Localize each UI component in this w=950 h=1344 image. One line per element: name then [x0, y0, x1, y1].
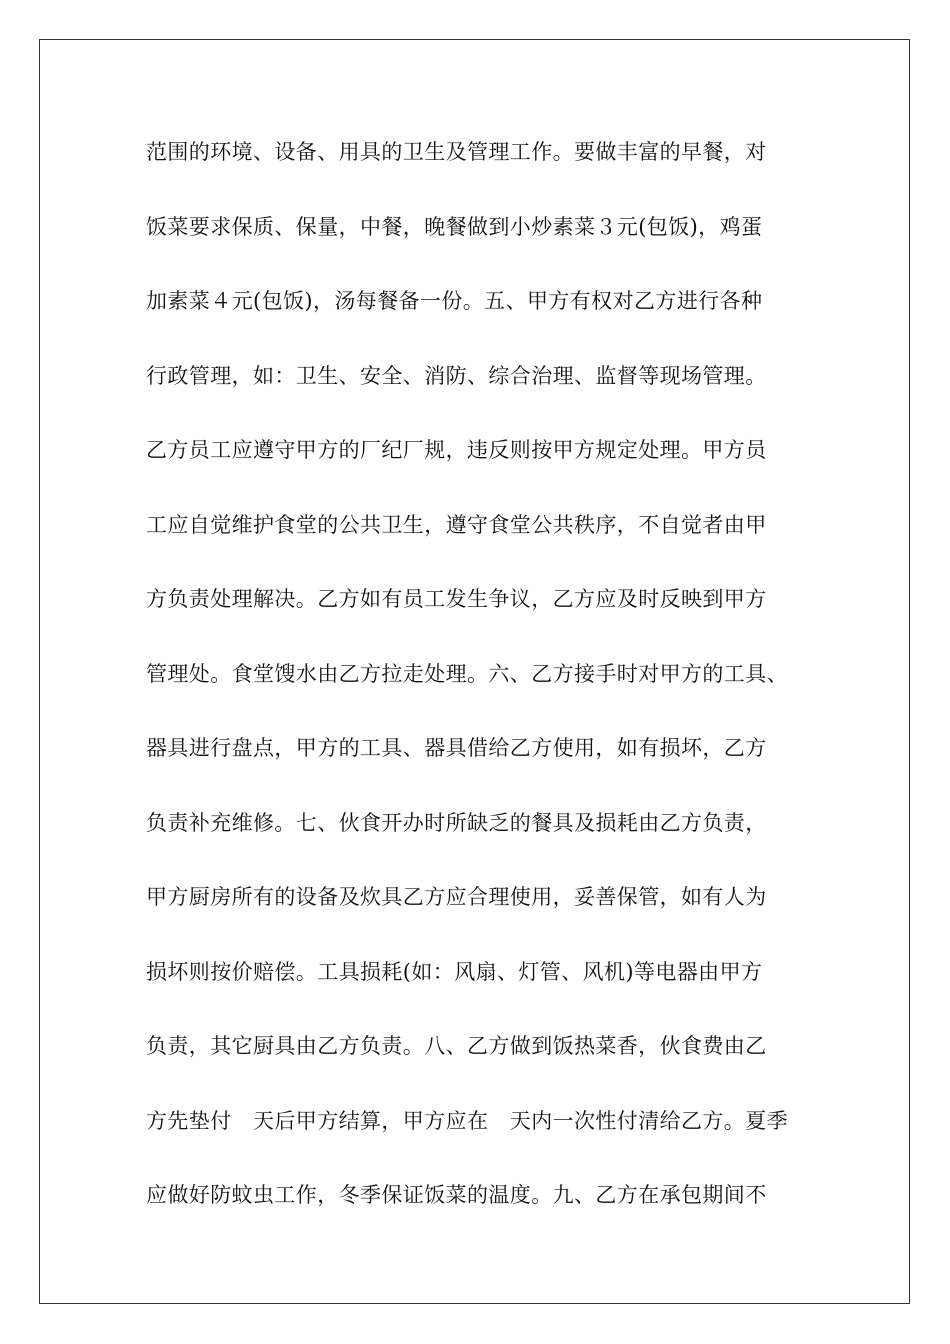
- text-line: 范围的环境、设备、用具的卫生及管理工作。要做丰富的早餐，对: [146, 140, 767, 164]
- text-line: 应做好防蚊虫工作，冬季保证饭菜的温度。九、乙方在承包期间不: [146, 1183, 767, 1207]
- text-line: 负责，其它厨具由乙方负责。八、乙方做到饭热菜香，伙食费由乙: [146, 1034, 767, 1058]
- text-line: 加素菜４元(包饭)，汤每餐备一份。五、甲方有权对乙方进行各种: [146, 289, 763, 313]
- text-line: 甲方厨房所有的设备及炊具乙方应合理使用，妥善保管，如有人为: [146, 885, 767, 909]
- text-line: 方先垫付 天后甲方结算，甲方应在 天内一次性付清给乙方。夏季: [146, 1108, 788, 1133]
- text-line: 行政管理，如：卫生、安全、消防、综合治理、监督等现场管理。: [146, 363, 767, 388]
- text-line: 管理处。食堂馊水由乙方拉走处理。六、乙方接手时对甲方的工具、: [146, 661, 788, 686]
- text-line: 器具进行盘点，甲方的工具、器具借给乙方使用，如有损坏，乙方: [146, 736, 767, 760]
- text-line: 乙方员工应遵守甲方的厂纪厂规，违反则按甲方规定处理。甲方员: [146, 438, 767, 462]
- text-line: 损坏则按价赔偿。工具损耗(如：风扇、灯管、风机)等电器由甲方: [146, 959, 763, 984]
- contract-body-text: [146, 130, 826, 1248]
- text-line: 方负责处理解决。乙方如有员工发生争议，乙方应及时反映到甲方: [146, 587, 767, 611]
- text-line: 饭菜要求保质、保量，中餐，晚餐做到小炒素菜３元(包饭)，鸡蛋: [146, 214, 763, 239]
- text-line: 负责补充维修。七、伙食开办时所缺乏的餐具及损耗由乙方负责，: [146, 810, 767, 835]
- text-line: 工应自觉维护食堂的公共卫生，遵守食堂公共秩序，不自觉者由甲: [146, 512, 767, 537]
